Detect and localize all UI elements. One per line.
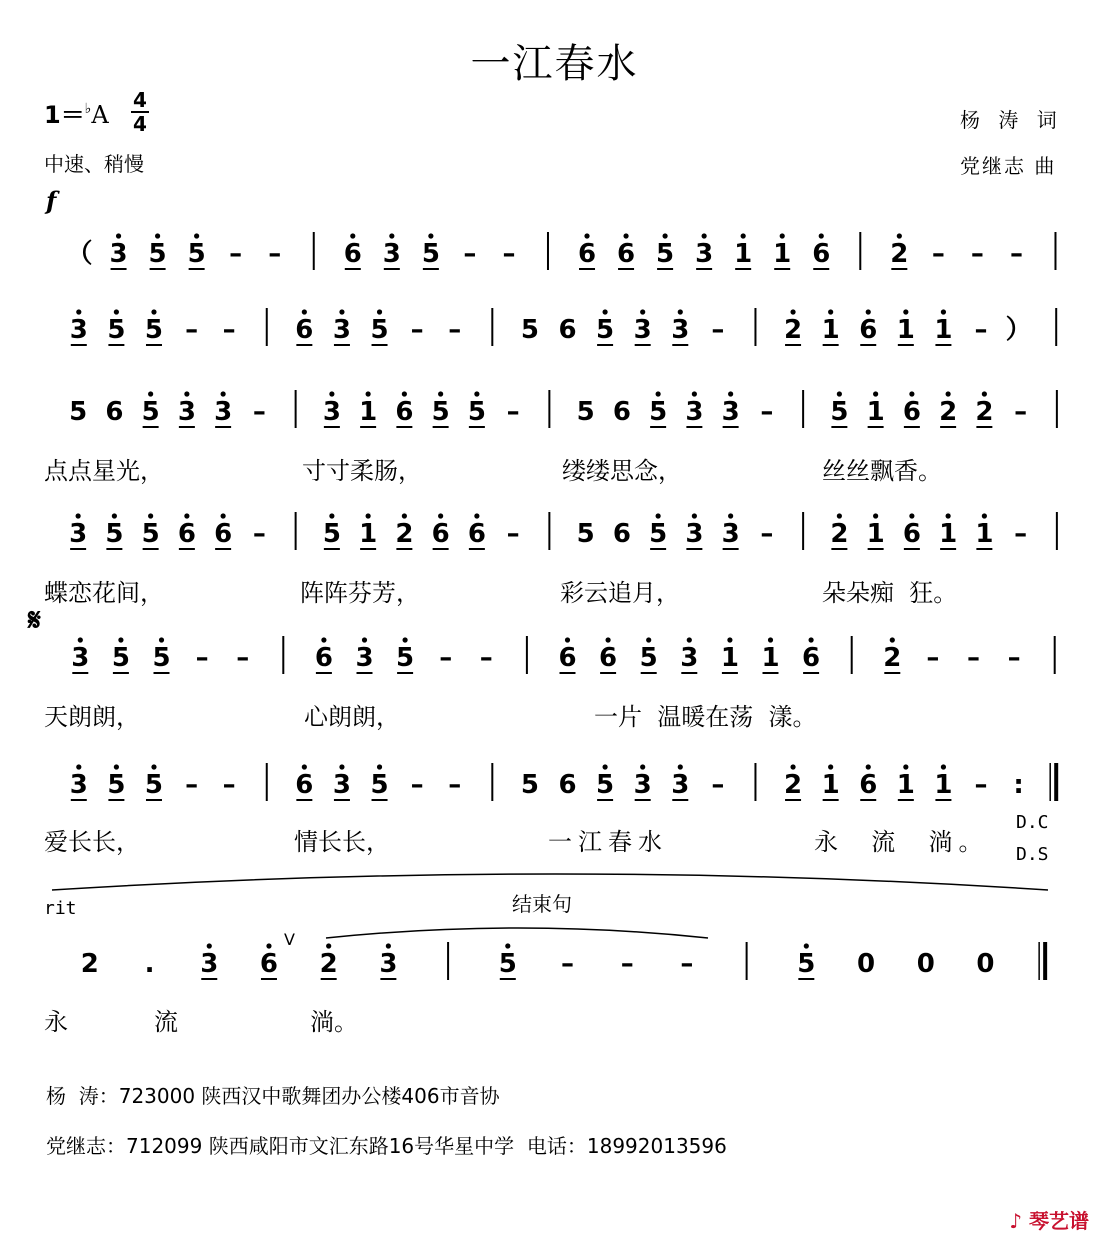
- octave-dot: [780, 233, 785, 238]
- octave-dot: [350, 233, 355, 238]
- octave-dot: [804, 943, 809, 948]
- note-3-2: 5: [141, 519, 160, 549]
- lyric-5-3: 淌。: [310, 1008, 358, 1036]
- octave-dot: [903, 309, 908, 314]
- key-prefix: 1＝: [44, 101, 85, 129]
- note-3-25: 1: [975, 519, 994, 549]
- note-1-8: 5: [370, 315, 389, 345]
- note-5-8: 5: [370, 770, 389, 800]
- note-1-6: 6: [295, 315, 314, 345]
- note-2-19: –: [760, 397, 774, 427]
- note-1-15: 3: [633, 315, 652, 345]
- breath-mark: V: [284, 930, 295, 949]
- note-6-4: 2: [319, 949, 338, 979]
- note-2-16: 5: [649, 397, 668, 427]
- octave-dot: [873, 513, 878, 518]
- note-1-2: 5: [144, 315, 164, 345]
- note-2-15: 6: [612, 397, 631, 427]
- ending-label: 结束句: [512, 892, 572, 916]
- note-1-16: 3: [671, 315, 690, 345]
- note-0-3: 5: [187, 239, 206, 269]
- octave-dot: [565, 637, 570, 642]
- note-3-0: 3: [69, 519, 88, 549]
- watermark-logo: [1009, 1205, 1089, 1234]
- octave-dot: [790, 764, 795, 769]
- octave-dot: [602, 764, 607, 769]
- octave-dot: [339, 309, 344, 314]
- note-3-10: 6: [431, 519, 450, 549]
- page-title: 一江春水: [470, 41, 639, 87]
- lyricist-credit: 杨 涛 词: [960, 108, 1063, 132]
- lyric-2-2: 阵阵芬芳，: [300, 579, 420, 607]
- note-1-24: –: [974, 315, 988, 345]
- note-2-9: 6: [395, 397, 414, 427]
- note-0-15: 5: [656, 239, 675, 269]
- octave-dot: [366, 513, 371, 518]
- note-3-19: –: [760, 519, 774, 549]
- note-5-3: –: [185, 770, 199, 800]
- octave-dot: [76, 513, 81, 518]
- note-4-9: –: [439, 643, 453, 673]
- note-3-3: 6: [177, 519, 196, 549]
- octave-dot: [302, 764, 307, 769]
- octave-dot: [321, 637, 326, 642]
- note-5-1: 5: [107, 770, 126, 800]
- note-5-24: –: [974, 770, 988, 800]
- note-1-23: 1: [934, 315, 953, 345]
- note-5-21: 6: [859, 770, 878, 800]
- note-5-0: 3: [69, 770, 88, 800]
- ds-marking: D.S: [1016, 844, 1049, 865]
- meter-bottom: 4: [133, 112, 147, 136]
- octave-dot: [116, 233, 121, 238]
- lyric-3-3: 一片 温暖在荡 漾。: [594, 703, 817, 731]
- note-1-7: 3: [332, 315, 351, 345]
- octave-dot: [941, 764, 946, 769]
- note-3-12: –: [506, 519, 520, 549]
- note-3-14: 5: [576, 519, 595, 549]
- note-0-13: 6: [577, 239, 597, 269]
- octave-dot: [302, 309, 307, 314]
- note-2-17: 3: [685, 397, 704, 427]
- lyric-4-1: 爱长长，: [44, 828, 140, 856]
- octave-dot: [148, 513, 153, 518]
- octave-dot: [584, 233, 589, 238]
- octave-dot: [873, 391, 878, 396]
- note-4-10: –: [479, 643, 493, 673]
- octave-dot: [155, 233, 160, 238]
- note-0-7: 6: [343, 239, 362, 269]
- note-1-4: –: [222, 315, 236, 345]
- octave-dot: [640, 309, 645, 314]
- note-6-7: 5: [498, 949, 517, 979]
- octave-dot: [702, 233, 707, 238]
- footer-line-2: 党继志：712099 陕西咸阳市文汇东路16号华星中学 电话：18992013596: [46, 1134, 727, 1158]
- note-2-11: 5: [467, 397, 486, 427]
- octave-dot: [692, 391, 697, 396]
- note-5-19: 2: [784, 770, 803, 800]
- octave-dot: [828, 764, 833, 769]
- octave-dot: [768, 637, 773, 642]
- note-0-21: 2: [890, 239, 909, 269]
- note-4-1: 5: [111, 643, 130, 673]
- octave-dot: [438, 391, 443, 396]
- note-6-5: 3: [379, 949, 398, 979]
- note-4-12: 6: [558, 643, 577, 673]
- note-3-21: 2: [830, 519, 849, 549]
- note-0-19: 6: [812, 239, 831, 269]
- octave-dot: [114, 764, 119, 769]
- note-2-8: 1: [359, 397, 378, 427]
- note-3-1: 5: [105, 519, 124, 549]
- octave-dot: [728, 391, 733, 396]
- octave-dot: [474, 391, 479, 396]
- octave-dot: [329, 391, 334, 396]
- note-0-16: 3: [695, 239, 714, 269]
- note-4-21: –: [926, 643, 940, 673]
- octave-dot: [377, 764, 382, 769]
- note-6-14: 0: [916, 949, 935, 979]
- note-3-24: 1: [939, 519, 958, 549]
- note-5-13: 6: [558, 770, 577, 800]
- octave-dot: [819, 233, 824, 238]
- note-3-15: 6: [612, 519, 631, 549]
- note-5-16: 3: [671, 770, 690, 800]
- note-1-3: –: [185, 315, 199, 345]
- note-0-14: 6: [617, 239, 636, 269]
- logo-text: 琴艺谱: [1029, 1209, 1089, 1233]
- note-2-24: 2: [939, 397, 958, 427]
- note-0-18: 1: [773, 239, 792, 269]
- note-3-5: –: [252, 519, 266, 549]
- lyric-5-1: 永: [44, 1008, 68, 1036]
- octave-dot: [909, 391, 914, 396]
- octave-dot: [366, 391, 371, 396]
- octave-dot: [602, 309, 607, 314]
- note-5-2: 5: [144, 770, 164, 800]
- note-2-25: 2: [975, 397, 994, 427]
- note-2-2: 5: [141, 397, 160, 427]
- note-3-11: 6: [467, 519, 486, 549]
- note-5-7: 3: [332, 770, 351, 800]
- octave-dot: [727, 637, 732, 642]
- key-note: A: [91, 101, 109, 129]
- note-0-8: 3: [382, 239, 401, 269]
- note-6-10: –: [680, 949, 694, 979]
- note-3-4: 6: [214, 519, 233, 549]
- note-2-26: –: [1014, 397, 1028, 427]
- octave-dot: [339, 764, 344, 769]
- note-3-17: 3: [685, 519, 704, 549]
- octave-dot: [623, 233, 628, 238]
- octave-dot: [148, 391, 153, 396]
- octave-dot: [159, 637, 164, 642]
- flat-sign: ♭: [84, 101, 92, 117]
- lyric-4-4: 永 流 淌。: [814, 828, 989, 856]
- dc-marking: D.C: [1016, 812, 1049, 833]
- octave-dot: [678, 764, 683, 769]
- tempo-marking: 中速、稍慢: [44, 152, 144, 176]
- dynamic-marking: f: [46, 186, 57, 215]
- note-2-5: –: [252, 397, 266, 427]
- note-0-5: –: [268, 239, 282, 269]
- note-4-15: 3: [680, 643, 699, 673]
- octave-dot: [151, 309, 156, 314]
- octave-dot: [474, 513, 479, 518]
- note-4-2: 5: [152, 643, 171, 673]
- octave-dot: [809, 637, 814, 642]
- note-1-0: 3: [69, 315, 88, 345]
- octave-dot: [377, 309, 382, 314]
- note-3-9: 2: [395, 519, 414, 549]
- note-6-2: 3: [200, 949, 219, 979]
- note-2-4: 3: [214, 397, 233, 427]
- note-1-13: 6: [558, 315, 577, 345]
- note-4-16: 1: [720, 643, 739, 673]
- note-5-12: 5: [520, 770, 539, 800]
- octave-dot: [866, 764, 871, 769]
- note-5-22: 1: [896, 770, 915, 800]
- note-5-9: –: [410, 770, 424, 800]
- note-0-17: 1: [734, 239, 753, 269]
- octave-dot: [656, 513, 661, 518]
- octave-dot: [678, 309, 683, 314]
- note-1-1: 5: [107, 315, 126, 345]
- octave-dot: [78, 637, 83, 642]
- composer-credit: 党继志 曲: [960, 154, 1057, 178]
- octave-dot: [946, 513, 951, 518]
- note-6-13: 0: [856, 949, 876, 979]
- note-0-2: 5: [148, 239, 167, 269]
- note-5-15: 3: [633, 770, 652, 800]
- rit-marking: rit: [44, 898, 77, 919]
- note-1-20: 1: [821, 315, 840, 345]
- octave-dot: [114, 309, 119, 314]
- note-2-14: 5: [576, 397, 595, 427]
- note-5-17: –: [711, 770, 725, 800]
- octave-dot: [982, 513, 987, 518]
- note-6-15: 0: [976, 949, 995, 979]
- note-6-3: 6: [259, 949, 279, 979]
- note-2-1: 6: [105, 397, 124, 427]
- note-6-8: –: [561, 949, 574, 979]
- meter-top: 4: [133, 88, 147, 112]
- lyric-4-2: 情长长，: [294, 828, 390, 856]
- note-2-22: 1: [866, 397, 885, 427]
- note-6-0: 2: [80, 949, 99, 979]
- note-5-10: –: [448, 770, 462, 800]
- note-0-24: –: [1009, 239, 1023, 269]
- note-6-9: –: [620, 949, 634, 979]
- note-0-1: 3: [109, 239, 128, 269]
- note-4-8: 5: [396, 643, 415, 673]
- octave-dot: [946, 391, 951, 396]
- note-2-18: 3: [721, 397, 740, 427]
- lyric-1-3: 缕缕思念，: [562, 457, 682, 485]
- lyric-3-1: 天朗朗，: [44, 703, 140, 731]
- note-0-22: –: [931, 239, 945, 269]
- note-4-13: 6: [599, 643, 618, 673]
- lyric-1-4: 丝丝飘香。: [822, 457, 942, 485]
- note-4-6: 6: [314, 643, 333, 673]
- lyric-2-1: 蝶恋花间，: [44, 579, 164, 607]
- octave-dot: [656, 391, 661, 396]
- octave-dot: [692, 513, 697, 518]
- octave-dot: [221, 513, 226, 518]
- octave-dot: [505, 943, 510, 948]
- octave-dot: [941, 309, 946, 314]
- octave-dot: [221, 391, 226, 396]
- note-2-12: –: [506, 397, 520, 427]
- octave-dot: [438, 513, 443, 518]
- octave-dot: [151, 764, 156, 769]
- note-3-22: 1: [866, 519, 885, 549]
- octave-dot: [76, 764, 81, 769]
- octave-dot: [266, 943, 271, 948]
- note-3-23: 6: [902, 519, 921, 549]
- note-3-18: 3: [721, 519, 740, 549]
- octave-dot: [402, 391, 407, 396]
- note-4-18: 6: [802, 643, 821, 673]
- note-1-25: ）: [1005, 315, 1032, 345]
- note-5-4: –: [222, 770, 236, 800]
- octave-dot: [728, 513, 733, 518]
- tie-ending: [326, 928, 708, 938]
- note-1-14: 5: [596, 315, 615, 345]
- note-0-4: –: [229, 239, 243, 269]
- note-1-9: –: [410, 315, 424, 345]
- note-2-7: 3: [322, 397, 341, 427]
- octave-dot: [207, 943, 212, 948]
- octave-dot: [76, 309, 81, 314]
- note-1-12: 5: [520, 315, 539, 345]
- octave-dot: [362, 637, 367, 642]
- octave-dot: [118, 637, 123, 642]
- note-3-8: 1: [359, 519, 378, 549]
- octave-dot: [184, 513, 189, 518]
- note-0-11: –: [502, 239, 516, 269]
- octave-dot: [909, 513, 914, 518]
- octave-dot: [828, 309, 833, 314]
- note-6-12: 5: [797, 949, 816, 979]
- octave-dot: [982, 391, 987, 396]
- note-4-20: 2: [883, 643, 902, 673]
- note-3-7: 5: [322, 519, 341, 549]
- note-2-21: 5: [830, 397, 849, 427]
- octave-dot: [606, 637, 611, 642]
- lyric-1-1: 点点星光，: [44, 457, 164, 485]
- note-1-17: –: [711, 315, 725, 345]
- note-1-10: –: [448, 315, 462, 345]
- note-1-21: 6: [859, 315, 878, 345]
- lyric-2-4: 朵朵痴 狂。: [822, 579, 958, 607]
- octave-dot: [837, 391, 842, 396]
- lyric-5-2: 流: [154, 1008, 178, 1036]
- note-1-19: 2: [784, 315, 803, 345]
- lyric-2-3: 彩云追月，: [560, 579, 680, 607]
- note-4-17: 1: [761, 643, 780, 673]
- octave-dot: [329, 513, 334, 518]
- note-3-16: 5: [649, 519, 668, 549]
- octave-dot: [403, 637, 408, 642]
- footer-line-1: 杨 涛：723000 陕西汉中歌舞团办公楼406市音协: [46, 1084, 500, 1108]
- octave-dot: [897, 233, 902, 238]
- note-0-23: –: [970, 239, 984, 269]
- octave-dot: [903, 764, 908, 769]
- octave-dot: [194, 233, 199, 238]
- octave-dot: [402, 513, 407, 518]
- octave-dot: [790, 309, 795, 314]
- note-2-10: 5: [431, 397, 450, 427]
- octave-dot: [890, 637, 895, 642]
- note-0-0: （: [66, 239, 93, 269]
- octave-dot: [741, 233, 746, 238]
- octave-dot: [112, 513, 117, 518]
- note-4-22: –: [967, 643, 980, 673]
- note-6-1: .: [144, 949, 155, 979]
- note-5-23: 1: [934, 770, 953, 800]
- octave-dot: [386, 943, 391, 948]
- logo-icon: ♪: [1009, 1209, 1029, 1233]
- lyric-4-3: 一江春水: [548, 828, 668, 856]
- note-5-14: 5: [596, 770, 615, 800]
- note-5-25: :: [1013, 770, 1024, 800]
- octave-dot: [184, 391, 189, 396]
- octave-dot: [646, 637, 651, 642]
- octave-dot: [428, 233, 433, 238]
- note-4-4: –: [236, 643, 250, 673]
- segno-icon: 𝄋: [28, 603, 41, 638]
- octave-dot: [687, 637, 692, 642]
- note-5-6: 6: [295, 770, 314, 800]
- note-4-7: 3: [355, 643, 374, 673]
- note-0-9: 5: [421, 239, 440, 269]
- note-4-14: 5: [639, 643, 658, 673]
- octave-dot: [662, 233, 667, 238]
- note-1-22: 1: [896, 315, 915, 345]
- note-2-3: 3: [177, 397, 196, 427]
- lyric-3-2: 心朗朗，: [304, 703, 400, 731]
- octave-dot: [326, 943, 331, 948]
- note-0-10: –: [463, 239, 477, 269]
- octave-dot: [389, 233, 394, 238]
- note-4-23: –: [1007, 643, 1021, 673]
- octave-dot: [866, 309, 871, 314]
- octave-dot: [837, 513, 842, 518]
- note-4-0: 3: [71, 643, 90, 673]
- note-2-0: 5: [69, 397, 88, 427]
- note-3-26: –: [1014, 519, 1028, 549]
- note-5-20: 1: [821, 770, 840, 800]
- octave-dot: [640, 764, 645, 769]
- note-2-23: 6: [902, 397, 921, 427]
- note-4-3: –: [195, 643, 209, 673]
- lyric-1-2: 寸寸柔肠，: [302, 457, 422, 485]
